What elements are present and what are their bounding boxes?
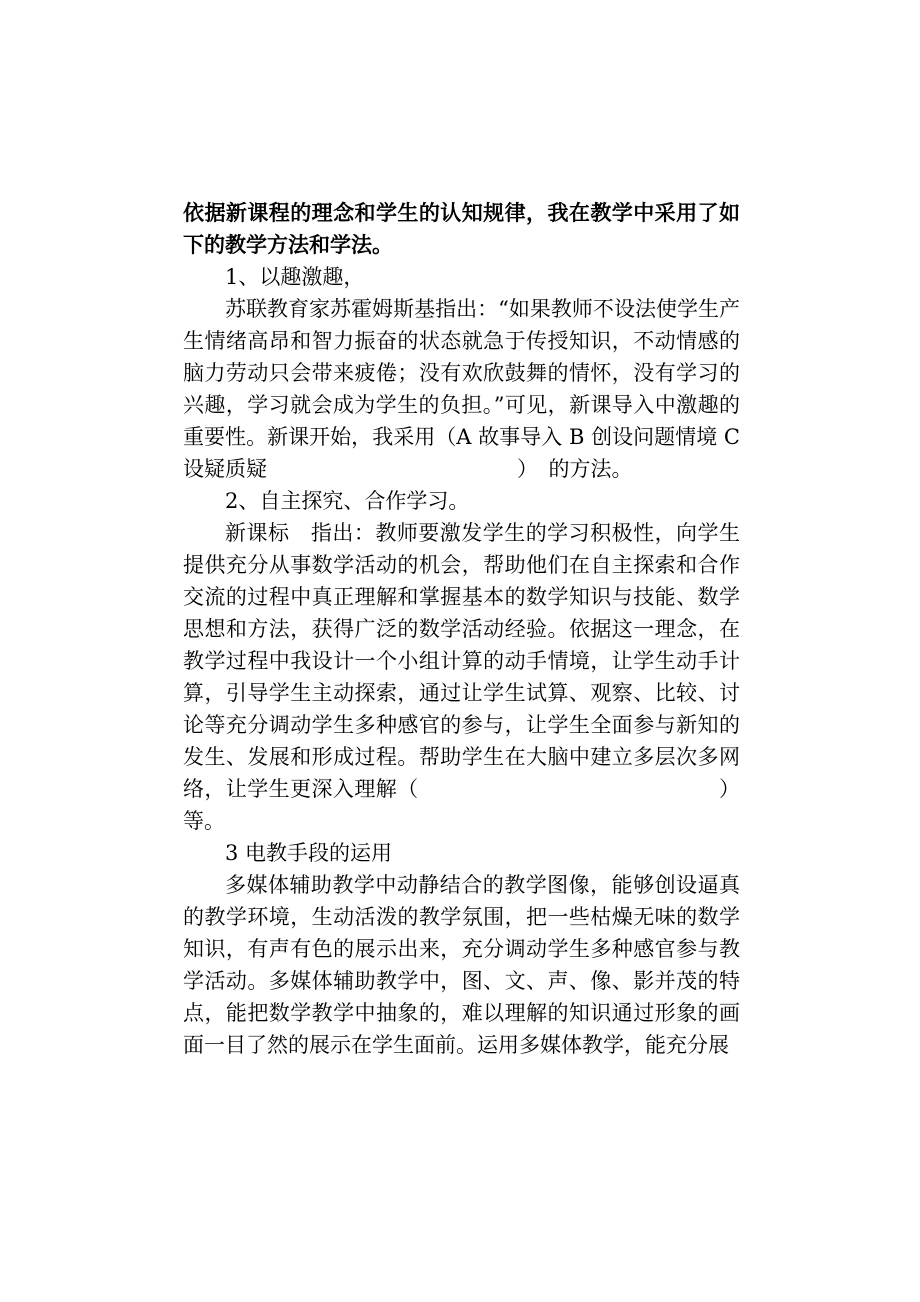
document-body — [183, 197, 740, 1061]
section-2-text: 新课标 指出：教师要激发学生的学习积极性，向学生提供充分从事数学活动的机会，帮助他们在自主探索和合作交流的过程中真正理解和掌握基本的数学知识与技能、数学思想和方法，获得广泛的数学活动经验。依据这一理念，在教学过程中我设计一个小组计算的动手情境，让学生动手计算，引导学生主动探索，通过让学生试算、观察、比较、讨论等充分调动学生多种感官的参与，让学生全面参与新知的发生、发展和形成过程。帮助学生在大脑中建立多层次多网络，让学生更深入理解（ — [183, 521, 740, 801]
section-1-text-end: ） 的方法。 — [517, 457, 633, 481]
section-1-title: 1、以趣激趣， — [225, 265, 365, 289]
section-3-title: 3 电教手段的运用 — [225, 841, 393, 865]
section-1-text: 苏联教育家苏霍姆斯基指出：“如果教师不设法使学生产生情绪高昂和智力振奋的状态就急于传授知识，不动情感的脑力劳动只会带来疲倦；没有欢欣鼓舞的情怀，没有学习的兴趣，学习就会成为学生的负担。”可见，新课导入中激趣的重要性。新课开始，我采用（A 故事导入 B 创设问题情境 C 设疑质疑 — [183, 297, 740, 481]
section-2-paragraph — [183, 517, 740, 837]
section-1-paragraph — [183, 293, 740, 485]
section-2-title: 2、自主探究、合作学习。 — [225, 489, 470, 513]
section-3-paragraph: 多媒体辅助教学中动静结合的教学图像，能够创设逼真的教学环境，生动活泼的教学氛围，把一些枯燥无味的数学知识，有声有色的展示出来，充分调动学生多种感官参与教学活动。多媒体辅助教学中，图、文、声、像、影并茂的特点，能把数学教学中抽象的，难以理解的知识通过形象的画面一目了然的展示在学生面前。运用多媒体教学，能充分展 — [183, 873, 740, 1057]
intro-paragraph: 依据新课程的理念和学生的认知规律，我在教学中采用了如下的教学方法和学法。 — [183, 200, 740, 257]
section-2-text-end: ）等。 — [183, 777, 741, 833]
